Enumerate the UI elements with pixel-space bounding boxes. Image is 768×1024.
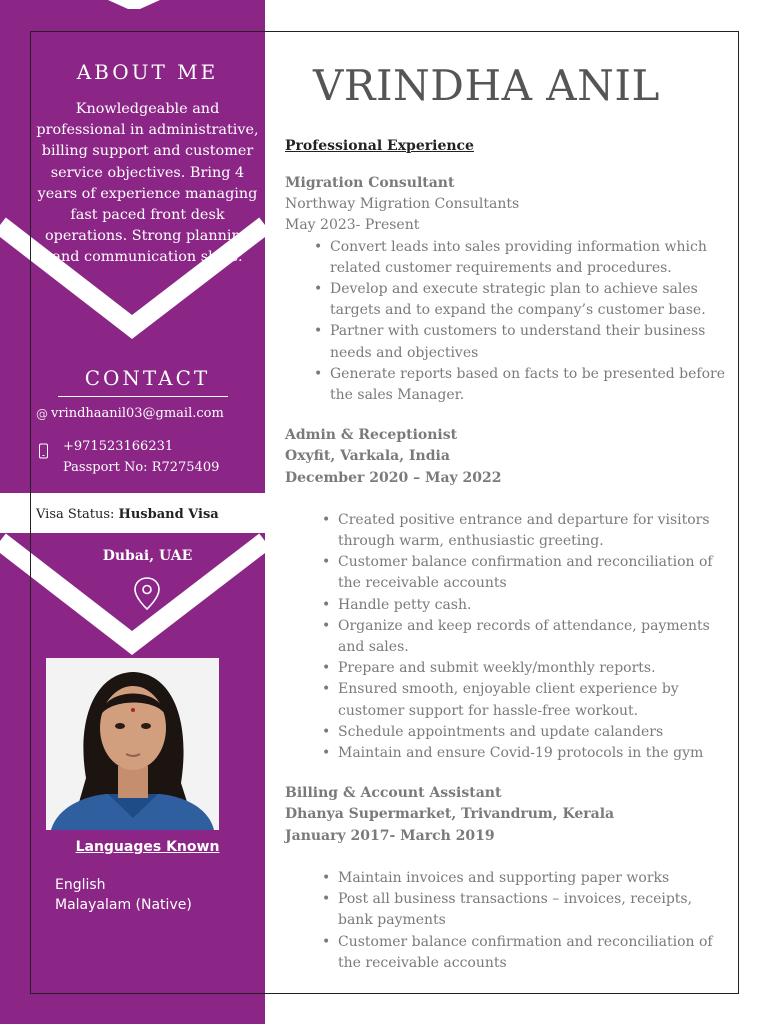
contact-divider (58, 396, 228, 397)
job-title: Admin & Receptionist (285, 427, 458, 444)
about-title: ABOUT ME (76, 60, 219, 84)
language-item: English (55, 877, 106, 893)
job-entry (285, 173, 725, 406)
contact-title: CONTACT (84, 366, 211, 390)
duty-item: • Develop and execute strategic plan to achieve sales targets and to expand the company’s customer base. (330, 279, 725, 321)
email-text[interactable]: vrindhaanil03@gmail.com (51, 406, 224, 421)
languages-list (55, 876, 192, 915)
duties-list (285, 510, 725, 764)
phone-row (38, 436, 219, 478)
duties-list (285, 868, 725, 974)
portrait-illustration (46, 658, 219, 830)
duty-item: • Organize and keep records of attendance, payments and sales. (338, 616, 725, 658)
duty-item: • Schedule appointments and update calanders (338, 722, 725, 743)
job-company: Northway Migration Consultants (285, 196, 520, 213)
visa-value: Husband Visa (118, 507, 219, 522)
duty-item: • Created positive entrance and departure for visitors through warm, enthusiastic greeting. (338, 510, 725, 552)
candidate-name: VRINDHA ANIL (313, 61, 660, 110)
mobile-phone-icon (38, 443, 49, 459)
duty-item: • Convert leads into sales providing information which related customer requirements and procedures. (330, 237, 725, 279)
duties-list (285, 237, 725, 407)
duty-item: • Handle petty cash. (338, 595, 725, 616)
about-text: Knowledgeable and professional in administrative, billing support and customer service objectives. Bring 4 years of experience managing fast paced front desk operations. Strong planning and communication skills. (36, 101, 259, 266)
language-item: Malayalam (Native) (55, 896, 192, 913)
duty-item: • Customer balance confirmation and reconciliation of the receivable accounts (338, 552, 725, 594)
visa-status (36, 507, 219, 522)
job-company: Dhanya Supermarket, Trivandrum, Kerala (285, 806, 615, 823)
profile-photo (46, 658, 219, 830)
passport-text: Passport No: R7275409 (63, 460, 220, 475)
duty-item: • Post all business transactions – invoices, receipts, bank payments (338, 889, 725, 931)
duty-item: • Partner with customers to understand their business needs and objectives (330, 321, 725, 363)
city: Dubai, UAE (102, 548, 193, 564)
job-dates: January 2017- March 2019 (285, 827, 495, 844)
location-pin-icon (133, 576, 161, 612)
duty-item: • Prepare and submit weekly/monthly reports. (338, 658, 725, 679)
job-title: Migration Consultant (285, 175, 455, 191)
phone-text[interactable]: +971523166231 (63, 439, 174, 454)
job-dates: May 2023- Present (285, 217, 420, 234)
duty-item: • Ensured smooth, enjoyable client experience by customer support for hassle-free workout. (338, 679, 725, 721)
job-entry (285, 425, 725, 764)
main-content (285, 58, 725, 974)
email-row (36, 406, 224, 421)
job-entry (285, 783, 725, 974)
duty-item: • Maintain invoices and supporting paper works (338, 868, 725, 889)
languages-title: Languages Known (75, 839, 220, 855)
section-title: Professional Experience (285, 138, 474, 154)
duty-item: • Customer balance confirmation and reconciliation of the receivable accounts (338, 932, 725, 974)
job-title: Billing & Account Assistant (285, 785, 502, 802)
at-icon: @ (36, 406, 48, 421)
duty-item: • Maintain and ensure Covid-19 protocols in the gym (338, 743, 725, 764)
visa-label: Visa Status: (36, 507, 115, 522)
job-dates: December 2020 – May 2022 (285, 469, 502, 486)
duty-item: • Generate reports based on facts to be presented before the sales Manager. (330, 364, 725, 406)
job-company: Oxyfit, Varkala, India (285, 448, 450, 465)
